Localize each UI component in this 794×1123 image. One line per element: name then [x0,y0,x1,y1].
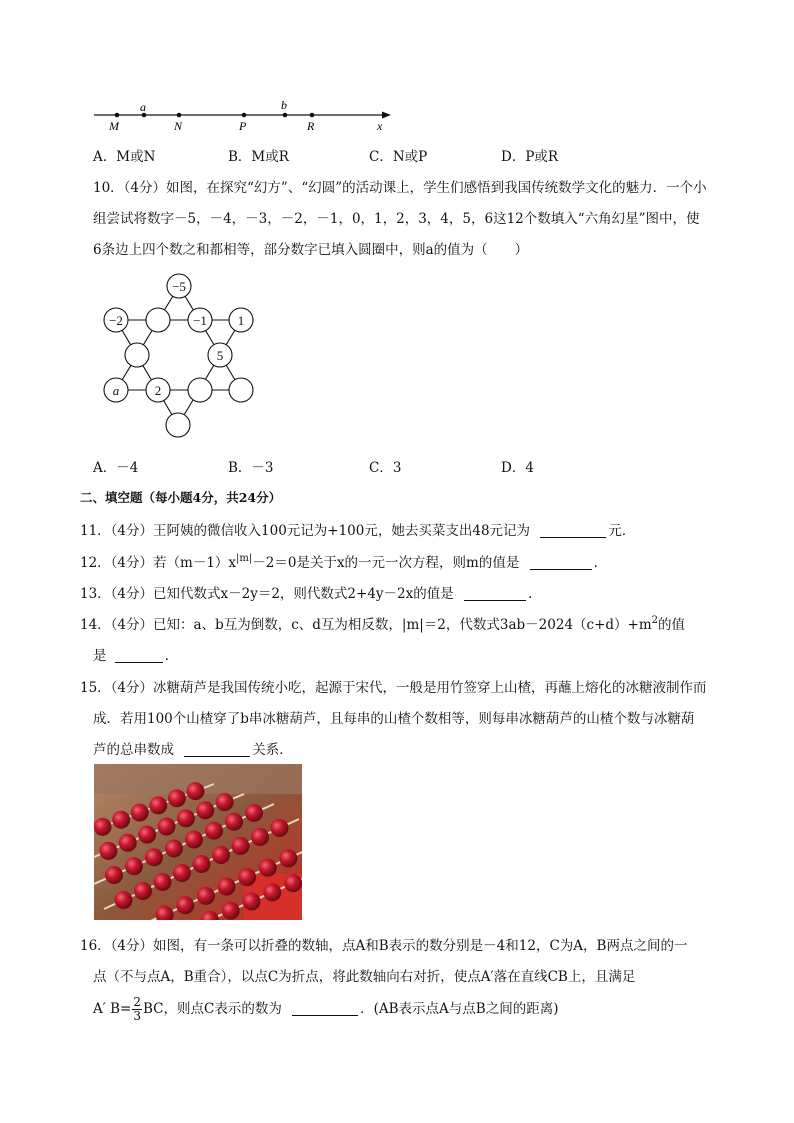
haw-berry [173,864,191,882]
q15-line-2: 成．若用100个山楂穿了b串冰糖葫芦，且每串的山楂个数相等，则每串冰糖葫芦的山楂个数与冰糖葫 [93,711,695,727]
q13-answer-blank[interactable] [464,586,526,601]
haw-berry [279,849,297,867]
haw-berry [94,818,112,836]
q10-line-2: 组尝试将数字－5，－4，－3，－2，－1，0，1，2，3，4，5，6这12个数填入“六角幻星”图中，使 [93,211,700,227]
q16-line-1: 16．（4分）如图，有一条可以折叠的数轴，点A和B表示的数分别是－4和12，C为A，B两点之间的一 [80,938,688,954]
label-x: x [377,119,383,133]
haw-berry [145,848,163,866]
q15-answer-blank[interactable] [184,742,250,757]
haw-berry [168,789,186,807]
q12 [80,551,607,571]
label-b: b [281,98,287,112]
haw-berry [196,801,214,819]
label-r: R [307,119,315,133]
haw-berry [186,782,204,800]
haw-berry [105,866,123,884]
q15-line3-text: 芦的总串数成 [93,742,174,758]
fraction-numerator: 2 [133,995,141,1009]
haw-berry [177,809,195,827]
q10-option-c: C．3 [369,460,402,476]
haw-berry [149,796,167,814]
point-p [242,113,247,118]
star-value-lower-inner: 2 [154,383,162,398]
q15-line-3 [93,738,293,758]
q12-exponent: |m| [236,553,253,564]
q16-line-3 [93,996,559,1023]
q16-line3-start: A′ B= [93,1001,132,1017]
q16-line-2: 点（不与点A，B重合），以点C为折点，将此数轴向右对折，使点A′落在直线CB上，且满足 [93,969,636,985]
q16-end: ．(AB表示点A与点B之间的距离) [360,1001,559,1017]
fraction-denominator: 3 [133,1009,141,1023]
haw-berry [112,811,130,829]
label-a: a [140,100,146,114]
q14-end: ． [164,648,179,664]
q12-end: ． [593,555,608,571]
q11-text: 11．（4分）王阿姨的微信收入100元记为+100元，她去买菜支出48元记为 [80,523,531,539]
q14-text: 14．（4分）已知：a、b互为倒数，c、d互为相反数，|m|＝2，代数式3ab－2024（c+d）+m [80,617,652,633]
star-value-right-mid: 5 [216,348,224,363]
q16-line3-mid: BC，则点C表示的数为 [142,1001,282,1017]
q10-line-3: 6条边上四个数之和都相等，部分数字已填入圆圈中，则a的值为（ ） [93,242,529,258]
section-2-heading: 二、填空题（每小题4分，共24分） [80,490,282,505]
haw-berry [134,882,152,900]
number-line-figure [88,98,398,134]
q9-option-a: A．M或N [93,149,156,165]
haw-berry [212,846,230,864]
q14-line-1 [80,613,685,633]
q11-unit: 元． [608,523,636,539]
q11 [80,519,635,539]
haw-berry [165,839,183,857]
q11-answer-blank[interactable] [540,523,606,538]
star-value-left: −2 [109,313,123,328]
q10-option-a: A．－4 [93,460,139,476]
haw-berry [251,828,269,846]
q9-option-d: D．P或R [501,149,559,165]
point-b [283,113,288,118]
haw-berry [232,837,250,855]
q9-option-b: B．M或R [228,149,289,165]
star-value-lower-left: a [112,383,120,398]
q10-option-b: B．－3 [228,460,274,476]
haw-berry [138,826,156,844]
haw-berry [238,868,256,886]
axis-arrow [382,112,391,119]
star-node [229,378,253,402]
star-node-bottom [166,413,190,437]
haw-berry [154,873,172,891]
haw-berry [193,855,211,873]
point-n [177,113,182,118]
haw-berry [225,813,243,831]
star-edge [178,320,241,425]
q12-text-b: －2＝0是关于x的一元一次方程，则m的值是 [252,555,520,571]
haw-berry [115,891,133,909]
haw-berry [176,896,194,914]
q13 [80,582,542,602]
q15-line-1: 15．（4分）冰糖葫芦是我国传统小吃，起源于宋代，一般是用竹签穿上山楂，再蘸上熔化的冰糖液制作而 [80,680,707,696]
q10-option-d: D．4 [501,460,534,476]
star-edge [179,286,241,390]
q9-option-c: C．N或P [369,149,428,165]
haw-berry [197,887,215,905]
star-value-top: −5 [172,279,186,294]
q14-line-2 [93,644,178,664]
haw-berry [284,874,302,892]
haw-berry [125,857,143,875]
q14-answer-blank[interactable] [115,648,163,663]
label-n: N [174,119,183,133]
tanghulu-photo [94,764,302,920]
q13-end: ． [528,586,542,602]
haw-berry [216,793,234,811]
haw-berry [259,859,277,877]
q14-exponent: 2 [651,615,659,626]
haw-berry [271,819,289,837]
q16-answer-blank[interactable] [292,1001,358,1016]
haw-berry [205,822,223,840]
star-value-upper-right: 1 [237,313,245,328]
q14-text-end: 的值 [658,617,686,633]
haw-berry [218,878,236,896]
star-edge [116,320,178,425]
q12-answer-blank[interactable] [530,555,592,570]
q10-line-1: 10．（4分）如图，在探究“幻方”、“幻圆”的活动课上，学生们感悟到我国传统数学文化的魅力．一个小 [93,180,707,196]
q13-text: 13．（4分）已知代数式x－2y＝2，则代数式2+4y－2x的值是 [80,586,454,602]
haw-berry [222,902,240,920]
haw-berry [158,818,176,836]
point-m [115,113,120,118]
haw-berry [185,831,203,849]
q15-end: 关系． [252,742,293,758]
haw-berry [243,893,261,911]
label-m: M [109,119,119,133]
haw-berry [245,804,263,822]
haw-berry [119,834,137,852]
q12-text-a: 12．（4分）若（m－1）x [80,555,237,571]
haw-berry [131,804,149,822]
tanghulu-illustration [94,764,302,920]
fraction-two-thirds [132,996,142,1023]
point-r [310,113,315,118]
label-p: P [239,119,247,133]
hexagram-figure [96,268,266,440]
haw-berry [99,842,117,860]
star-node [188,378,212,402]
star-value-upper-right-inner: −1 [193,313,207,328]
star-node [125,343,149,367]
haw-berry [263,883,281,901]
star-node [146,308,170,332]
q14-line2-text: 是 [93,648,107,664]
